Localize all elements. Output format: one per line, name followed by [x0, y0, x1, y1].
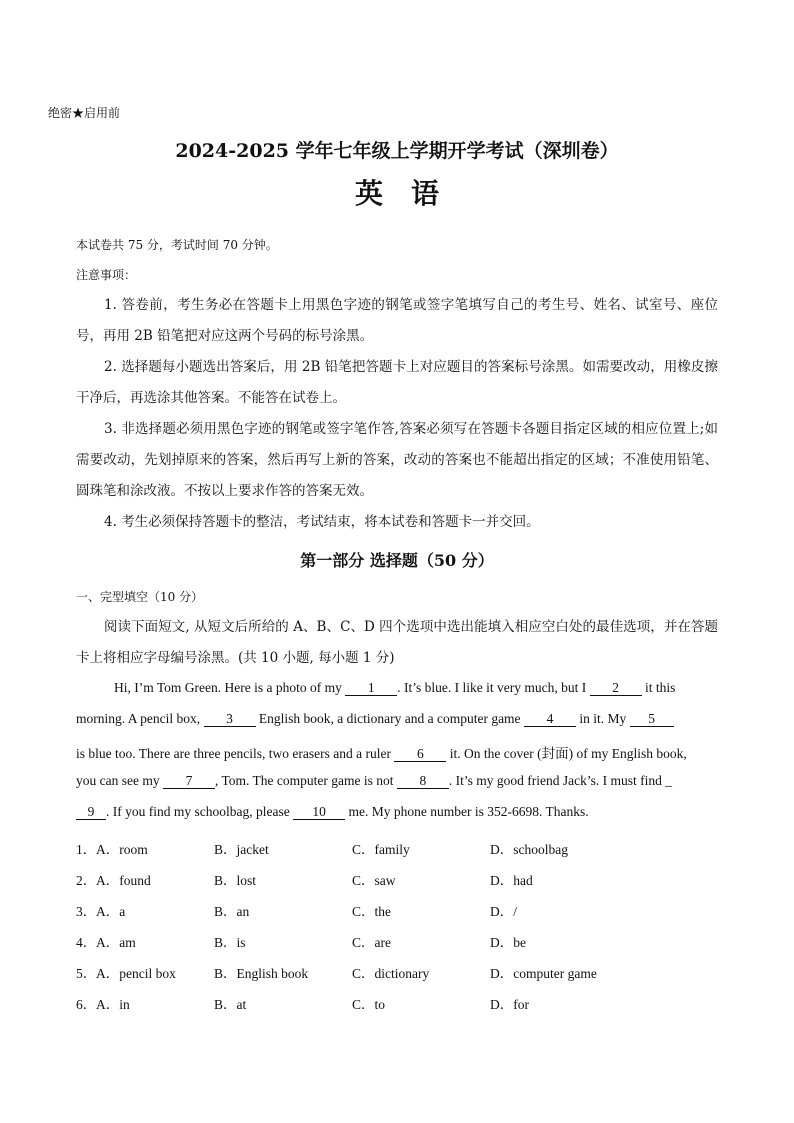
option[interactable]: A．am: [96, 935, 136, 950]
option[interactable]: A．room: [96, 842, 148, 857]
passage-line-2: morning. A pencil box, 3 English book, a dictionary and a computer game 4 in it. My 5: [76, 711, 674, 727]
option[interactable]: D．be: [490, 935, 526, 950]
blank-10: 10: [293, 805, 345, 820]
option[interactable]: A．pencil box: [96, 966, 176, 981]
option[interactable]: B．lost: [214, 873, 257, 888]
passage-line-1: Hi, I’m Tom Green. Here is a photo of my 1 . It’s blue. I like it very much, but I 2 it this: [114, 680, 676, 695]
option[interactable]: B．English book: [214, 966, 309, 981]
blank-3: 3: [204, 712, 256, 727]
subject-title: 英语: [354, 177, 467, 210]
option[interactable]: C．dictionary: [352, 966, 430, 981]
option[interactable]: D．/: [490, 904, 517, 919]
score-line: 本试卷共 75 分，考试时间 70 分钟。: [76, 238, 278, 252]
section1-instructions: 阅读下面短文, 从短文后所给的 A、B、C、D 四个选项中选出能填入相应空白处的最佳选项，并在答题卡上将相应字母编号涂黑。(共 10 小题, 每小题 1 分): [76, 619, 718, 666]
option[interactable]: D．computer game: [490, 966, 597, 981]
option[interactable]: C．saw: [352, 873, 396, 888]
option[interactable]: B．jacket: [214, 842, 269, 857]
option[interactable]: C．are: [352, 935, 391, 950]
note-2: 2. 选择题每小题选出答案后，用 2B 铅笔把答题卡上对应题目的答案标号涂黑。如需要改动，用橡皮擦干净后，再选涂其他答案。不能答在试卷上。: [76, 359, 718, 406]
passage-line-3: is blue too. There are three pencils, two erasers and a ruler 6 it. On the cover (封面) of my English book,: [76, 746, 687, 761]
blank-2: 2: [590, 681, 642, 696]
blank-4: 4: [524, 712, 576, 727]
option[interactable]: C．to: [352, 997, 386, 1012]
blank-8: 8: [397, 774, 449, 789]
blank-1: 1: [345, 681, 397, 696]
passage-line-5: 9 . If you find my schoolbag, please 10 me. My phone number is 352-6698. Thanks.: [76, 804, 589, 820]
section1-title: 一、完型填空（10 分）: [76, 590, 204, 604]
exam-title: 2024-2025 学年七年级上学期开学考试（深圳卷）: [175, 140, 619, 162]
passage-line-4: you can see my 7 , Tom. The computer game is not 8 . It’s my good friend Jack’s. I must find _: [76, 773, 672, 788]
notes-label: 注意事项：: [76, 268, 137, 282]
option[interactable]: D．schoolbag: [490, 842, 568, 857]
confidential-label: 绝密★启用前: [48, 106, 121, 120]
blank-6: 6: [394, 747, 446, 762]
option[interactable]: B．is: [214, 935, 246, 950]
option[interactable]: A．found: [96, 873, 151, 888]
blank-5: 5: [630, 712, 674, 727]
option[interactable]: A．a: [96, 904, 126, 919]
option[interactable]: C．the: [352, 904, 391, 919]
option[interactable]: B．an: [214, 904, 250, 919]
blank-9: 9: [76, 805, 106, 820]
option[interactable]: D．had: [490, 873, 533, 888]
option[interactable]: B．at: [214, 997, 247, 1012]
note-3: 3. 非选择题必须用黑色字迹的钢笔或签字笔作答,答案必须写在答题卡各题目指定区域的相应位置上;如需要改动，先划掉原来的答案，然后再写上新的答案，改动的答案也不能超出指定的区域；不准使用铅笔、圆珠笔和涂改液。不按以上要求作答的答案无效。: [76, 421, 718, 499]
blank-7: 7: [163, 774, 215, 789]
exam-page: 绝密★启用前 2024-2025 学年七年级上学期开学考试（深圳卷） 英语 本试卷共 75 分，考试时间 70 分钟。 注意事项： 1. 答卷前，考生务必在答题卡上用黑色字迹的钢笔或签字笔填写自己的考生号、姓名、试室号、座位号，再用 2B 铅笔把对应这两个号码的标号涂黑。 2. 选择题每小题选出答案后，用 2B 铅笔把答题卡上对应题目的答案标号涂黑。如需要改动，用橡皮擦干净后，再选涂其他答案。不能答在试卷上。 3. 非选择题必须用黑色字迹的钢笔或签字笔作答,答案必须写在答题卡各题目指定区域的相应位置上;如需要改动，先划掉原来的答案，然后再写上新的答案，改动的答案也不能超出指定的区域；不准使用铅笔、圆珠笔和涂改液。不按以上要求作答的答案无效。 4. 考生必须保持答题卡的整洁，考试结束，将本试卷和答题卡一并交回。 第一部分 选择题（50 分） 一、完型填空（10 分） 阅读下面短文, 从短文后所给的 A、B、C、D 四个选项中选出能填入相应空白处的最佳选项，并在答题卡上将相应字母编号涂黑。(共 10 小题, 每小题 1 分) Hi, I’m Tom Green. Here is a photo of my 1 . It’s blue. I like it very much, but I 2 it this morning. A pencil box, 3 English book, a dictionary and a computer game 4 in it. My 5 is blue too. There are three pencils, two erasers and a ruler 6 it. On the cover (封面) of my English book, you can see my 7 , Tom. The computer game is not 8 . It’s my good friend Jack’s. I must find _ 9 . If you find my schoolbag, please 10 me. My phone number is 352-6698. Thanks. 1． A．room B．jacket C．family D．schoolbag 2． A．found B．lost C．saw D．had 3． A．a B．an C．the D．/ 4． A．am B．is C．are D．be 5． A．pencil box B．English book C．dictionary D．computer game 6． A．in B．at C．to D．for: [0, 0, 794, 1123]
option[interactable]: D．for: [490, 997, 529, 1012]
option[interactable]: C．family: [352, 842, 410, 857]
part1-title: 第一部分 选择题（50 分）: [300, 551, 494, 570]
option[interactable]: A．in: [96, 997, 130, 1012]
note-4: 4. 考生必须保持答题卡的整洁，考试结束，将本试卷和答题卡一并交回。: [104, 514, 540, 530]
note-1: 1. 答卷前，考生务必在答题卡上用黑色字迹的钢笔或签字笔填写自己的考生号、姓名、试室号、座位号，再用 2B 铅笔把对应这两个号码的标号涂黑。: [76, 297, 718, 344]
